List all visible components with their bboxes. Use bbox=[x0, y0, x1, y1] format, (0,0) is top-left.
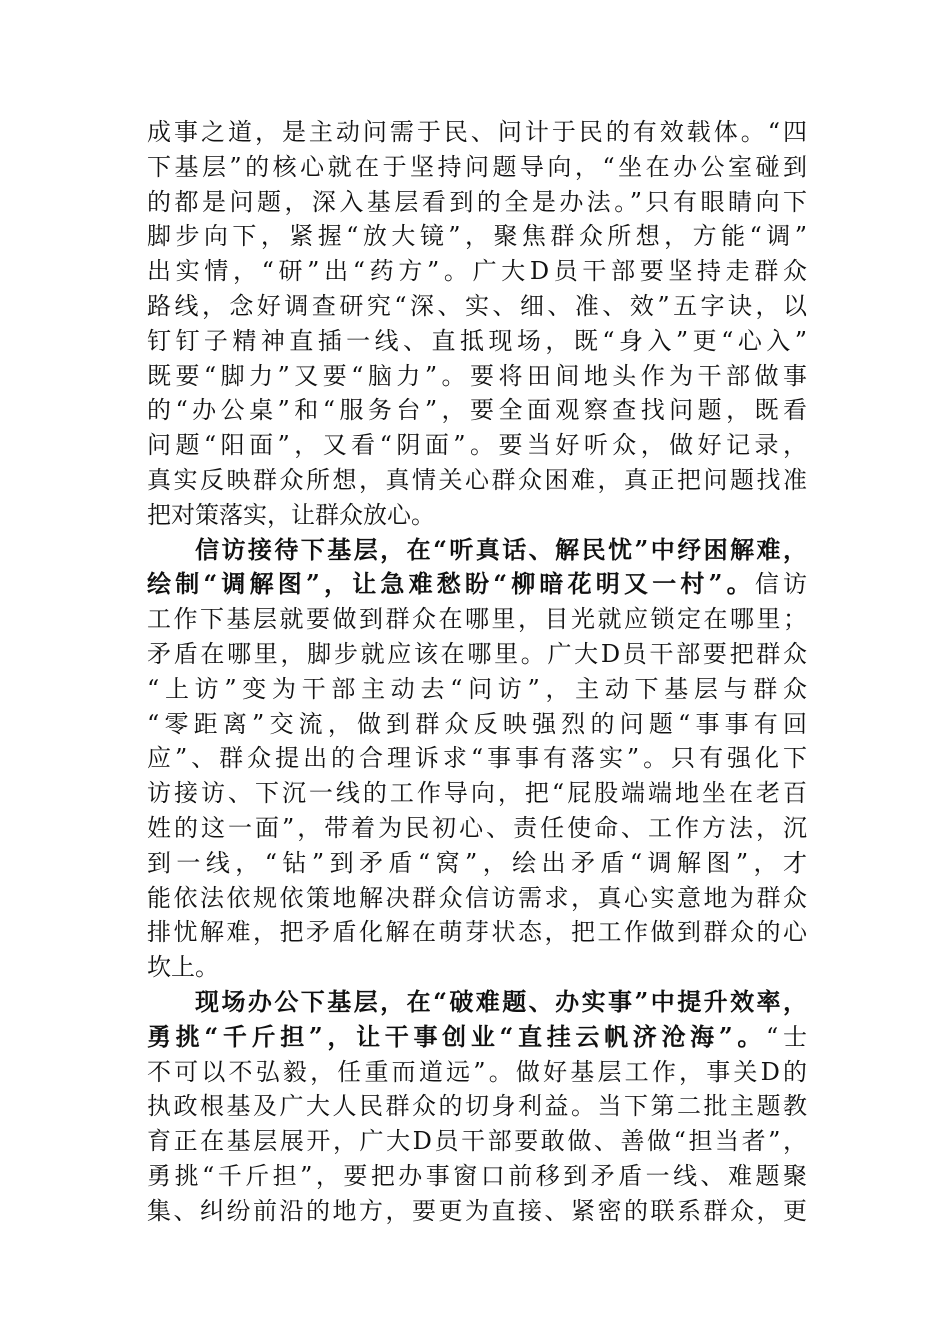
text-line: 矛盾在哪里，脚步就应该在哪里。广大D员干部要把群众 bbox=[147, 639, 807, 668]
text-line: “零距离”交流，做到群众反映强烈的问题“事事有回 bbox=[147, 709, 807, 738]
document-page bbox=[147, 115, 807, 1229]
text-line: 执政根基及广大人民群众的切身利益。当下第二批主题教 bbox=[147, 1092, 807, 1121]
paragraph-1 bbox=[147, 115, 807, 533]
text-line: 应”、群众提出的合理诉求“事事有落实”。只有强化下 bbox=[147, 744, 807, 773]
text-line: 真实反映群众所想，真情关心群众困难，真正把问题找准 bbox=[147, 465, 807, 494]
text-line: 的都是问题，深入基层看到的全是办法。”只有眼睛向下 bbox=[147, 187, 807, 216]
text-line: 既要“脚力”又要“脑力”。要将田间地头作为干部做事 bbox=[147, 361, 807, 390]
text-line: 勇挑“千斤担”，要把办事窗口前移到矛盾一线、难题聚 bbox=[147, 1161, 807, 1190]
text-line: “上访”变为干部主动去“问访”，主动下基层与群众 bbox=[147, 674, 807, 703]
text-line: 钉钉子精神直插一线、直抵现场，既“身入”更“心入” bbox=[147, 326, 807, 355]
paragraph-heading: 信访接待下基层，在“听真话、解民忧”中纾困解难， bbox=[195, 534, 807, 564]
text-line: 访接访、下沉一线的工作导向，把“屁股端端地坐在老百 bbox=[147, 779, 807, 808]
text-line: 的“办公桌”和“服务台”，要全面观察查找问题，既看 bbox=[147, 396, 807, 425]
text-line: 集、纠纷前沿的地方，要更为直接、紧密的联系群众，更 bbox=[147, 1196, 807, 1225]
text-line: 育正在基层展开，广大D员干部要敢做、善做“担当者”， bbox=[147, 1127, 807, 1156]
paragraph-heading: 勇挑“千斤担”，让干事创业“直挂云帆济沧海”。 bbox=[147, 1021, 767, 1051]
text-line: 成事之道，是主动问需于民、问计于民的有效载体。“四 bbox=[147, 118, 807, 146]
text-line: 把对策落实，让群众放心。 bbox=[147, 500, 435, 529]
text-line: 出实情，“研”出“药方”。广大D员干部要坚持走群众 bbox=[147, 257, 807, 286]
paragraph-3 bbox=[147, 985, 807, 1229]
text-line: 能依法依规依策地解决群众信访需求，真心实意地为群众 bbox=[147, 883, 807, 912]
paragraph-heading: 绘制“调解图”，让急难愁盼“柳暗花明又一村”。 bbox=[147, 569, 755, 599]
heading-line-mixed bbox=[147, 567, 807, 602]
text-line: 排忧解难，把矛盾化解在萌芽状态，把工作做到群众的心 bbox=[147, 918, 807, 947]
text-line: 问题“阳面”，又看“阴面”。要当好听众，做好记录， bbox=[147, 431, 807, 460]
text-line: 坎上。 bbox=[147, 953, 219, 982]
text-line: 路线，念好调查研究“深、实、细、准、效”五字诀，以 bbox=[147, 291, 807, 320]
heading-line-mixed bbox=[147, 1020, 807, 1055]
text-line: 工作下基层就要做到群众在哪里，目光就应锁定在哪里； bbox=[147, 605, 807, 634]
text-run: “士 bbox=[766, 1022, 807, 1051]
text-line: 到一线，“钻”到矛盾“窝”，绘出矛盾“调解图”，才 bbox=[147, 848, 807, 877]
text-line: 下基层”的核心就在于坚持问题导向，“坐在办公室碰到 bbox=[147, 152, 807, 181]
paragraph-2 bbox=[147, 533, 807, 985]
paragraph-heading: 现场办公下基层，在“破难题、办实事”中提升效率， bbox=[195, 986, 807, 1016]
text-line: 脚步向下，紧握“放大镜”，聚焦群众所想，方能“调” bbox=[147, 222, 807, 251]
text-line: 不可以不弘毅，任重而道远”。做好基层工作，事关D的 bbox=[147, 1057, 807, 1086]
text-run: 信访 bbox=[754, 570, 808, 599]
text-line: 姓的这一面”，带着为民初心、责任使命、工作方法，沉 bbox=[147, 813, 807, 842]
